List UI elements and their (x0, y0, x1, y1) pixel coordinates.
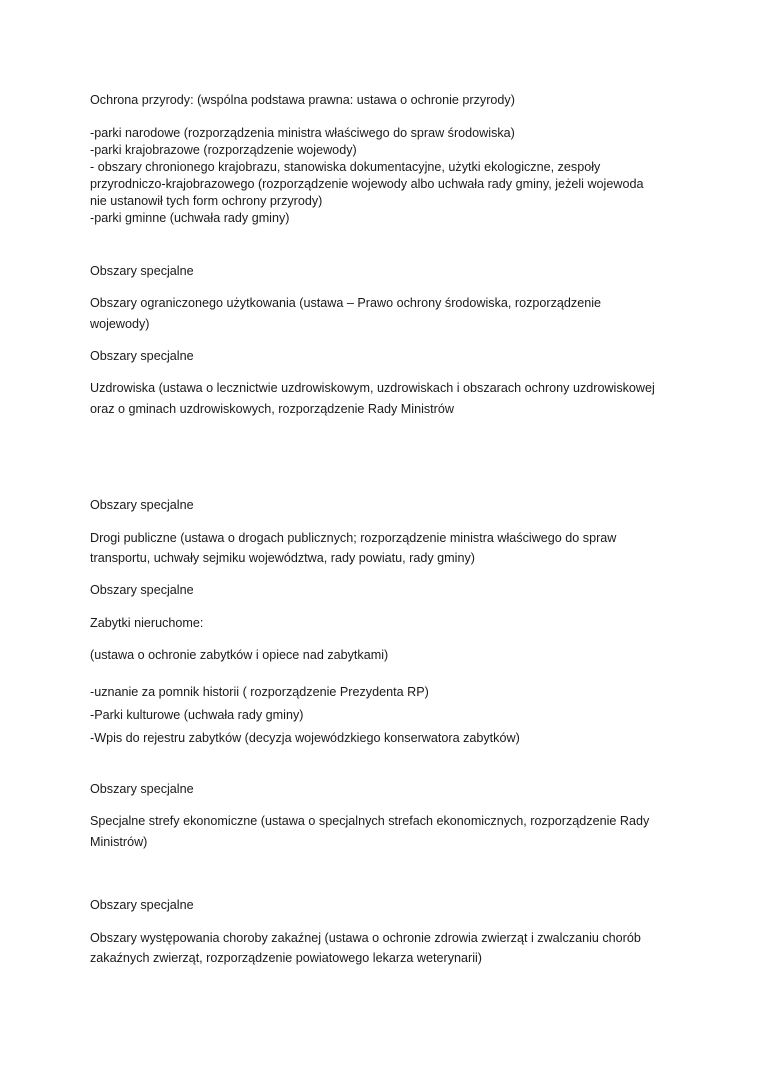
paragraph-line: Ministrów) (90, 835, 148, 849)
paragraph-line: transportu, uchwały sejmiku województwa, rady powiatu, rady gminy) (90, 551, 475, 565)
list-item: -parki narodowe (rozporządzenia ministra właściwego do spraw środowiska) (90, 126, 515, 140)
paragraph-line: Specjalne strefy ekonomiczne (ustawa o specjalnych strefach ekonomicznych, rozporządzenie Rady (90, 814, 650, 828)
list-item: - obszary chronionego krajobrazu, stanowiska dokumentacyjne, użytki ekologiczne, zespoły (90, 160, 601, 174)
paragraph-line: wojewody) (90, 317, 150, 331)
paragraph-line: Zabytki nieruchome: (90, 616, 204, 630)
paragraph-line: zakaźnych zwierząt, rozporządzenie powiatowego lekarza weterynarii) (90, 951, 482, 965)
paragraph-line: Obszary ograniczonego użytkowania (ustawa – Prawo ochrony środowiska, rozporządzenie (90, 296, 602, 310)
list-item: ‑Parki kulturowe (uchwała rady gminy) (90, 708, 304, 722)
list-item: -parki krajobrazowe (rozporządzenie wojewody) (90, 143, 357, 157)
paragraph-line: Uzdrowiska (ustawa o lecznictwie uzdrowiskowym, uzdrowiskach i obszarach ochrony uzdrowiskowej (90, 381, 655, 395)
section-heading: Obszary specjalne (90, 264, 194, 278)
list-item-continuation: przyrodniczo-krajobrazowego (rozporządzenie wojewody albo uchwała rady gminy, jeżeli wojewoda (90, 177, 644, 191)
paragraph-line: oraz o gminach uzdrowiskowych, rozporządzenie Rady Ministrów (90, 402, 454, 416)
list-item: -parki gminne (uchwała rady gminy) (90, 211, 290, 225)
list-item-continuation: nie ustanowił tych form ochrony przyrody) (90, 194, 323, 208)
section-heading: Obszary specjalne (90, 898, 194, 912)
paragraph-line: (ustawa o ochronie zabytków i opiece nad zabytkami) (90, 648, 389, 662)
list-item: ‑Wpis do rejestru zabytków (decyzja wojewódzkiego konserwatora zabytków) (90, 731, 520, 745)
section-heading: Obszary specjalne (90, 498, 194, 512)
section-heading: Obszary specjalne (90, 349, 194, 363)
list-item: ‑uznanie za pomnik historii ( rozporządzenie Prezydenta RP) (90, 685, 429, 699)
paragraph-line: Obszary występowania choroby zakaźnej (ustawa o ochronie zdrowia zwierząt i zwalczaniu chorób (90, 931, 641, 945)
paragraph-line: Drogi publiczne (ustawa o drogach publicznych; rozporządzenie ministra właściwego do spraw (90, 531, 617, 545)
section-heading: Obszary specjalne (90, 583, 194, 597)
section-heading: Obszary specjalne (90, 782, 194, 796)
section-heading-nature-protection: Ochrona przyrody: (wspólna podstawa prawna: ustawa o ochronie przyrody) (90, 93, 515, 107)
